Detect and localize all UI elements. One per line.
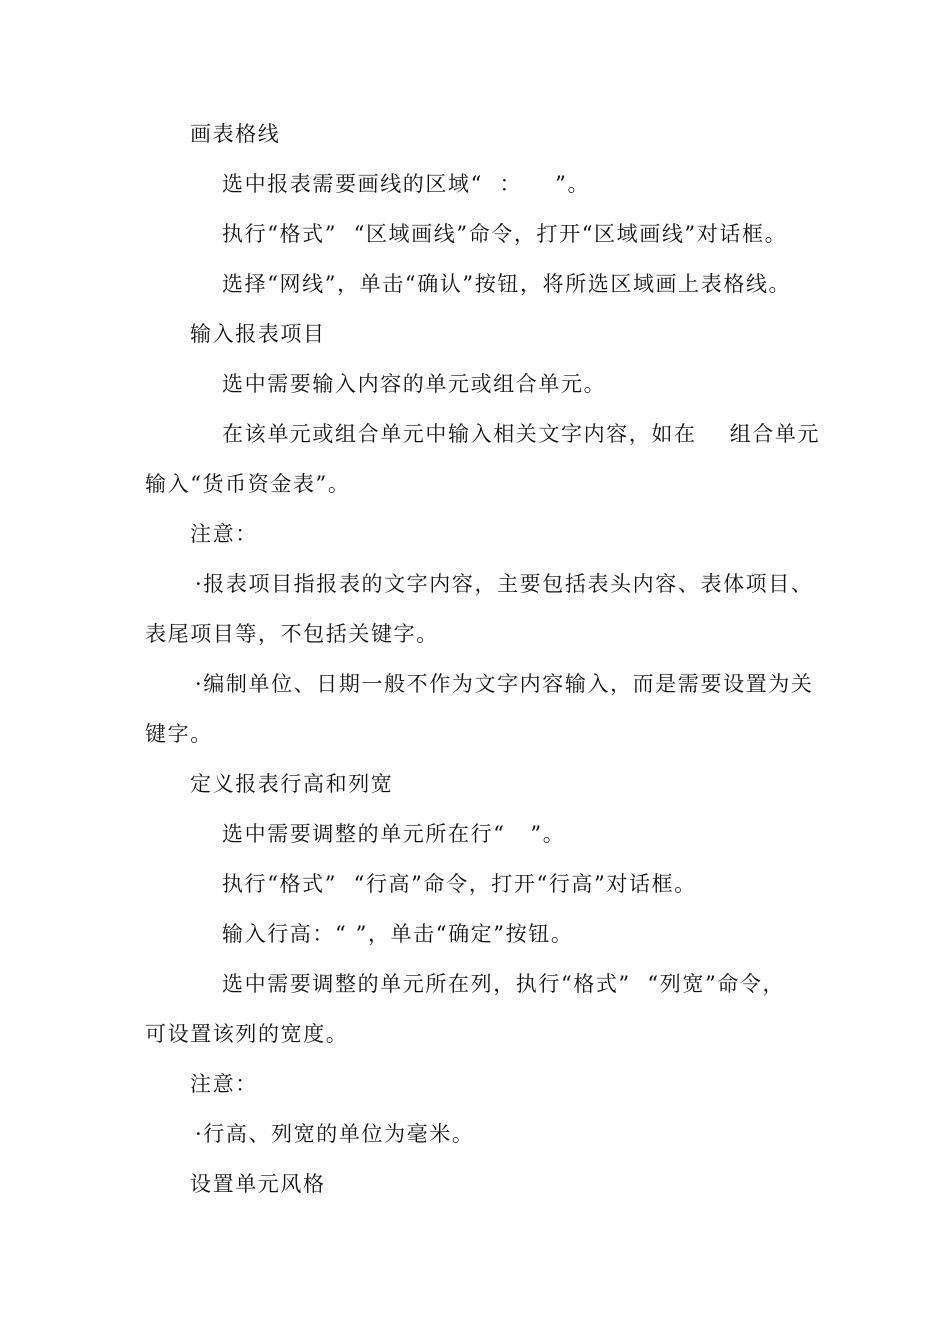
note-label-2: 注意： (190, 1072, 258, 1096)
step-format-region-lines: 执行“格式” “区域画线”命令，打开“区域画线”对话框。 (222, 222, 788, 246)
step-select-region: 选中报表需要画线的区域“ ： ”。 (222, 172, 591, 196)
step-format-row-height: 执行“格式” “行高”命令，打开“行高”对话框。 (222, 872, 697, 896)
note-bullet-1: ·报表项目指报表的文字内容，主要包括表头内容、表体项目、 (195, 572, 814, 596)
note-bullet-2: ·编制单位、日期一般不作为文字内容输入，而是需要设置为关 (195, 672, 814, 696)
note-bullet-2-cont: 键字。 (145, 722, 213, 746)
step-select-row: 选中需要调整的单元所在行“ ”。 (222, 822, 566, 846)
note-bullet-3: ·行高、列宽的单位为毫米。 (195, 1122, 475, 1146)
step-enter-text: 在该单元或组合单元中输入相关文字内容，如在 组合单元 (222, 422, 821, 446)
step-select-column-cont: 可设置该列的宽度。 (145, 1022, 349, 1046)
note-bullet-1-cont: 表尾项目等，不包括关键字。 (145, 622, 439, 646)
step-select-column: 选中需要调整的单元所在列，执行“格式” “列宽”命令， (222, 972, 786, 996)
heading-draw-gridlines: 画表格线 (190, 122, 281, 146)
heading-cell-style: 设置单元风格 (190, 1172, 326, 1196)
heading-row-col-size: 定义报表行高和列宽 (190, 772, 394, 796)
step-enter-text-cont: 输入“货币资金表”。 (145, 472, 351, 496)
step-enter-row-height: 输入行高：“ ”，单击“确定”按钮。 (222, 922, 574, 946)
heading-enter-items: 输入报表项目 (190, 322, 326, 346)
step-choose-grid: 选择“网线”，单击“确认”按钮，将所选区域画上表格线。 (222, 272, 792, 296)
step-select-cell: 选中需要输入内容的单元或组合单元。 (222, 372, 607, 396)
note-label-1: 注意： (190, 522, 258, 546)
